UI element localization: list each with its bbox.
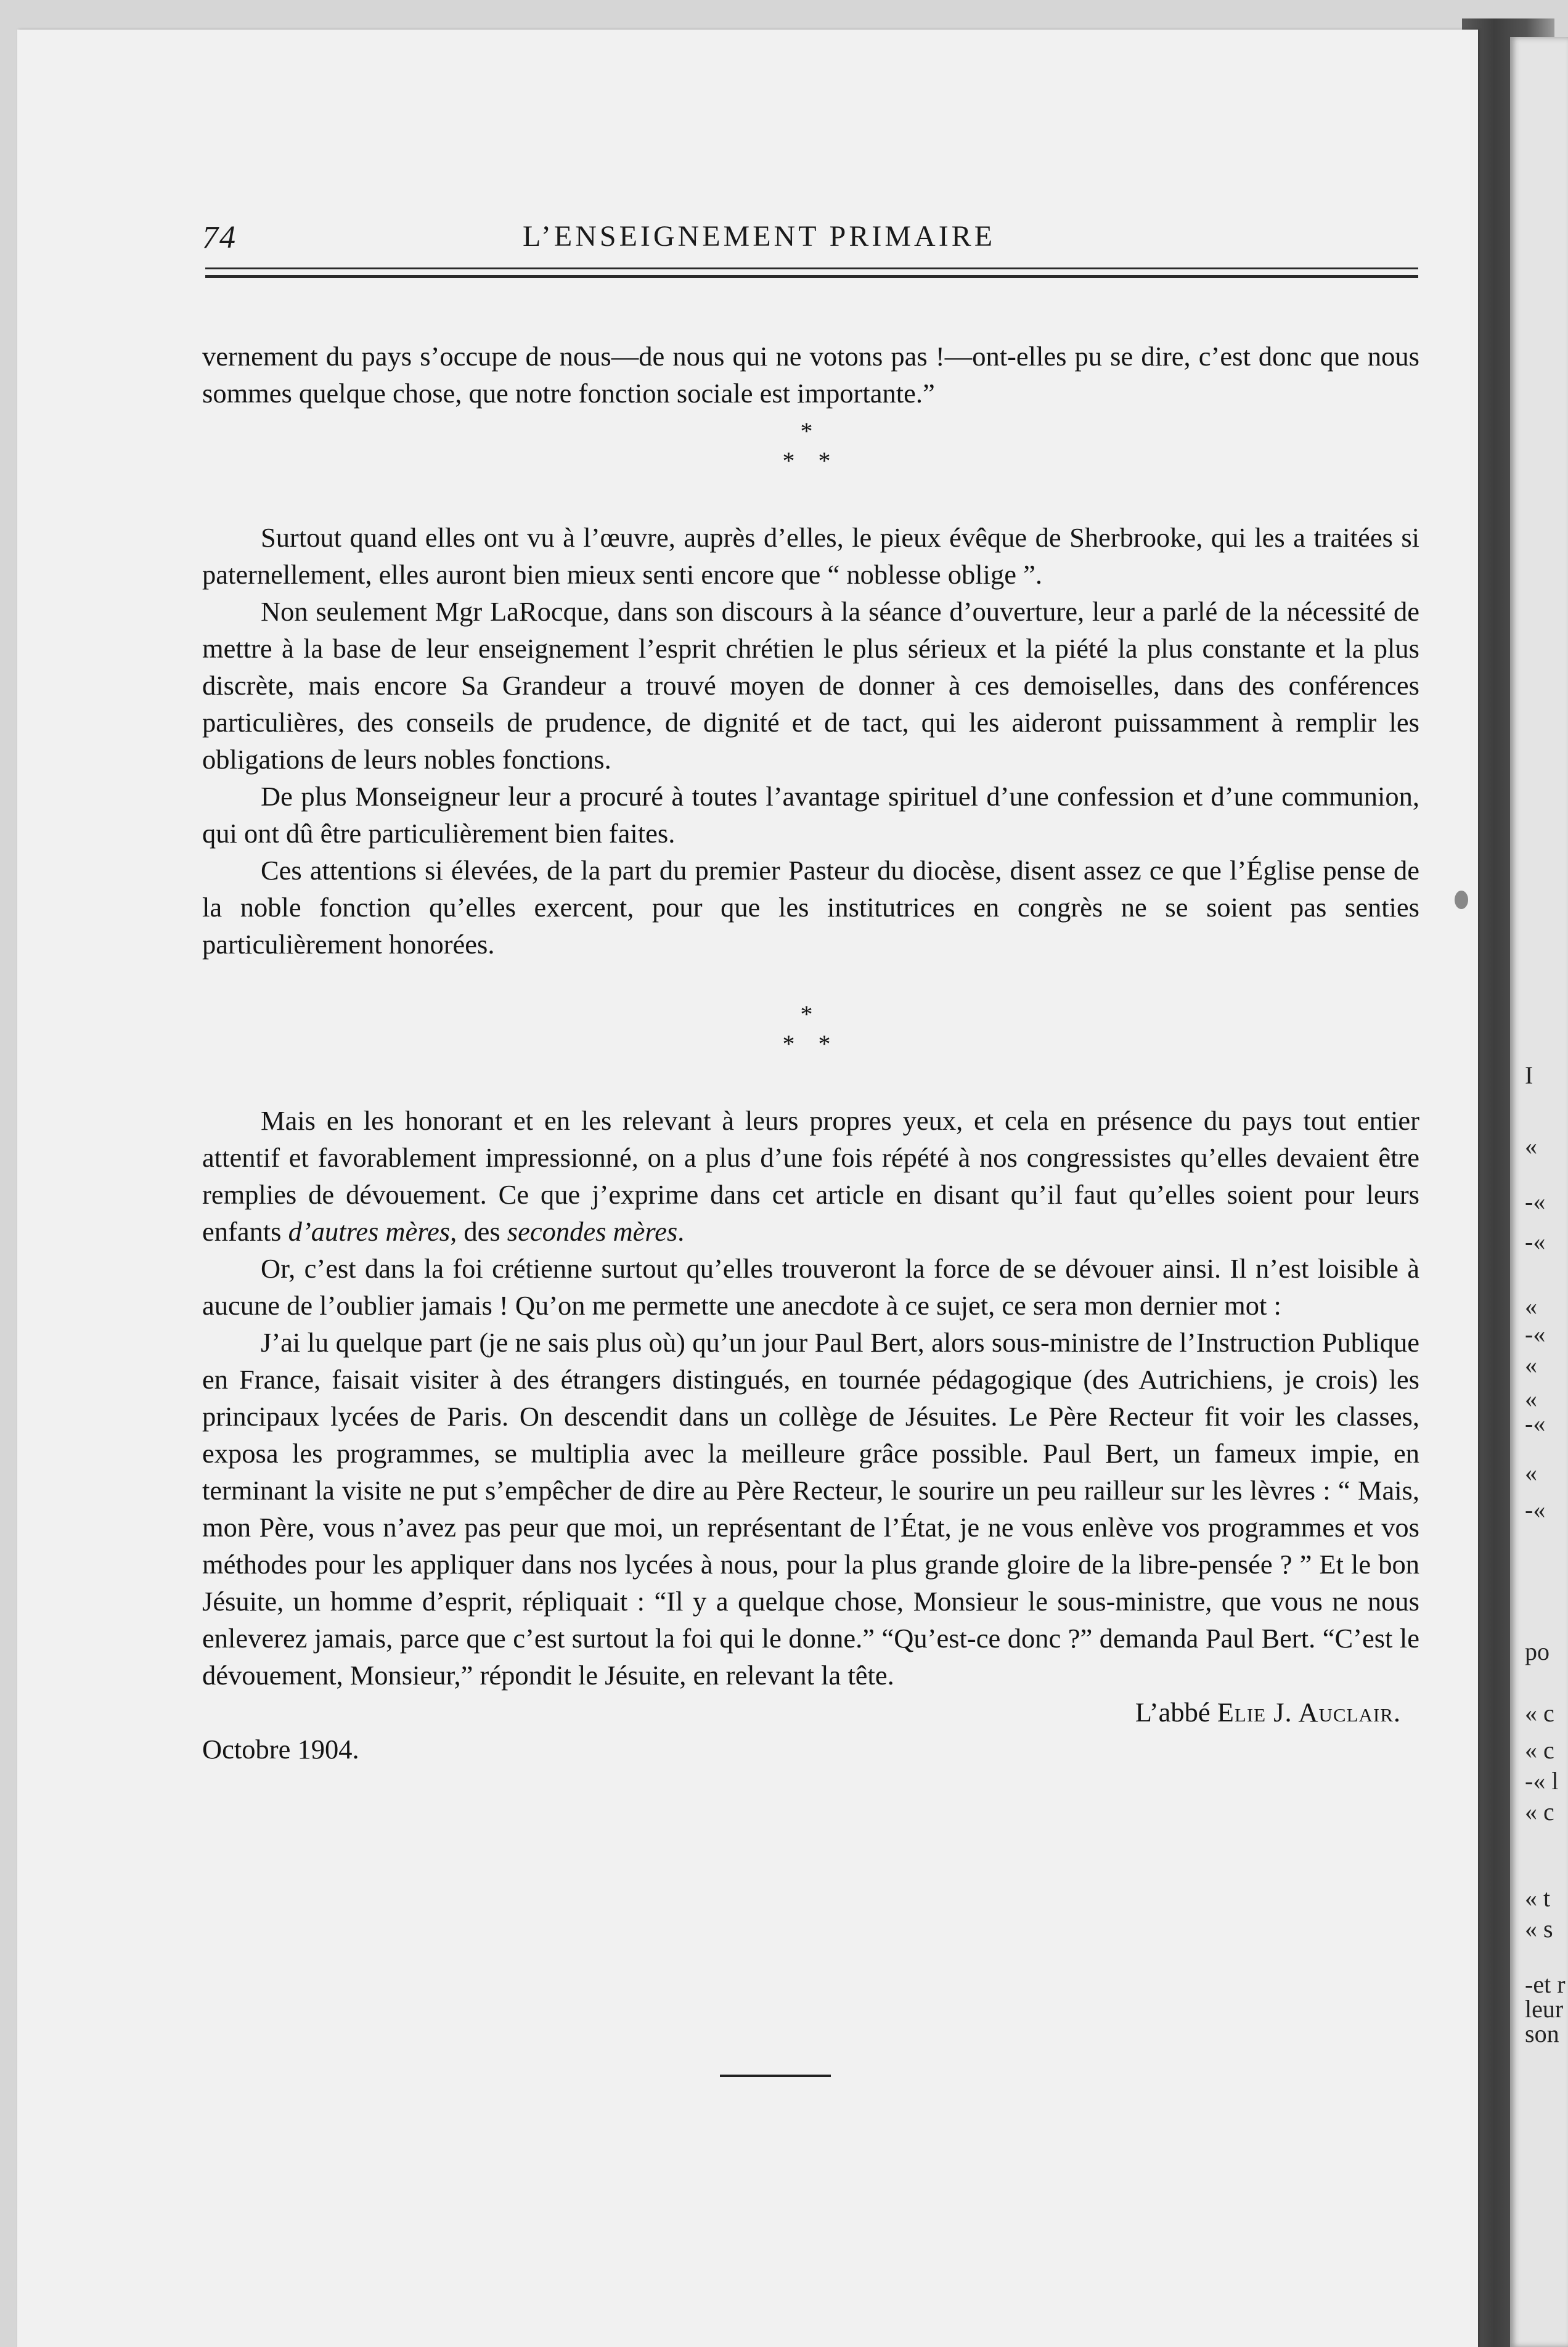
adjacent-page-text-fragment: « bbox=[1525, 1385, 1537, 1413]
journal-title: L’ENSEIGNEMENT PRIMAIRE bbox=[523, 220, 996, 253]
text-run: Mais en les honorant et en les relevant à leurs propres yeux, et cela en présence du pays tout entier attentif et favorablement impressionné, on a plus d’une fois répété à nos congressistes qu’elles devaient être remplies de dévouement. Ce que j’exprime dans cet article en disant qu’il faut qu’elles soient pour leurs enfants bbox=[202, 1105, 1419, 1247]
paragraph bbox=[202, 1102, 1419, 1250]
adjacent-page-text-fragment: « c bbox=[1525, 1699, 1554, 1727]
section-break-stars-bottom: * * bbox=[782, 1030, 839, 1058]
article-body bbox=[202, 338, 1419, 1768]
adjacent-page-text-fragment: -et r bbox=[1525, 1970, 1566, 1998]
adjacent-page-text-fragment: -« bbox=[1525, 1320, 1546, 1348]
adjacent-page-text-fragment: « c bbox=[1525, 1798, 1554, 1826]
adjacent-page-edge bbox=[1510, 37, 1568, 2347]
adjacent-page-text-fragment: po bbox=[1525, 1638, 1550, 1665]
closing-rule bbox=[720, 2075, 831, 2077]
running-header bbox=[17, 189, 1478, 255]
author-signature bbox=[202, 1694, 1419, 1731]
paragraph: Surtout quand elles ont vu à l’œuvre, auprès d’elles, le pieux évêque de Sherbrooke, qui les a traitées si paternellement, elles auront bien mieux senti encore que “ noblesse oblige ”. bbox=[202, 522, 1419, 590]
paragraph: J’ai lu quelque part (je ne sais plus où) qu’un jour Paul Bert, alors sous-ministre de l’Instruction Publique en France, faisait visiter à des étrangers distingués, en tournée pédagogique (des Autrichiens, je crois) les principaux lycées de Paris. On descendit dans un collège de Jésuites. Le Père Recteur fit voir les classes, exposa les programmes, se multiplia avec la meilleure grâce possible. Paul Bert, un fameux impie, en terminant la visite ne put s’empêcher de dire au Père Recteur, le sourire un peu railleur sur les lèvres : “ Mais, mon Père, vous n’avez pas peur que moi, un représentant de l’État, je ne vous enlève vos programmes et vos méthodes pour les appliquer dans nos lycées à nous, pour la plus grande gloire de la libre-pensée ? ” Et le bon Jésuite, un homme d’esprit, répliquait : “Il y a quelque chose, Monsieur le sous-ministre, que vous ne nous enleverez jamais, parce que c’est surtout la foi qui le donne.” “Qu’est-ce donc ?” demanda Paul Bert. “C’est le dévouement, Monsieur,” répondit le Jésuite, en relevant la tête. bbox=[202, 1327, 1419, 1691]
article-date: Octobre 1904. bbox=[202, 1734, 359, 1765]
scan-speck bbox=[1455, 891, 1468, 909]
scanned-page bbox=[17, 30, 1478, 2347]
paragraph: Non seulement Mgr LaRocque, dans son discours à la séance d’ouverture, leur a parlé de la nécessité de mettre à la base de leur enseignement l’esprit chrétien le plus sérieux et la piété la plus constante et la plus discrète, mais encore Sa Grandeur a trouvé moyen de donner à ces demoiselles, dans des conférences particulières, des conseils de prudence, de dignité et de tact, qui les aideront puissamment à remplir les obligations de leurs nobles fonctions. bbox=[202, 596, 1419, 775]
adjacent-page-text-fragment: « bbox=[1525, 1351, 1537, 1379]
italic-phrase: d’autres mères bbox=[288, 1216, 451, 1247]
paragraph: Ces attentions si élevées, de la part du premier Pasteur du diocèse, disent assez ce que l’Église pense de la noble fonction qu’elles exercent, pour que les institutrices en congrès ne se soient pas senties particulièrement honorées. bbox=[202, 855, 1419, 960]
adjacent-page-text-fragment: « bbox=[1525, 1132, 1537, 1160]
adjacent-page-text-fragment: son bbox=[1525, 2020, 1559, 2047]
signature-prefix: L’abbé bbox=[1135, 1697, 1217, 1728]
header-rule-thick bbox=[205, 275, 1418, 278]
section-break-stars-bottom: * * bbox=[782, 447, 839, 475]
adjacent-page-text-fragment: « bbox=[1525, 1292, 1537, 1320]
paragraph: Or, c’est dans la foi crétienne surtout qu’elles trouveront la force de se dévouer ainsi. Il n’est loisible à aucune de l’oublier jamais ! Qu’on me permette une anecdote à ce sujet, ce sera mon dernier mot : bbox=[202, 1253, 1419, 1321]
adjacent-page-text-fragment: « c bbox=[1525, 1736, 1554, 1764]
adjacent-page-text-fragment: I bbox=[1525, 1061, 1533, 1089]
paragraph-continuation: vernement du pays s’occupe de nous—de nous qui ne votons pas !—ont-elles pu se dire, c’est donc que nous sommes quelque chose, que notre fonction sociale est importante.” bbox=[202, 341, 1419, 409]
adjacent-page-text-fragment: -« bbox=[1525, 1410, 1546, 1437]
paragraph: De plus Monseigneur leur a procuré à toutes l’avantage spirituel d’une confession et d’une communion, qui ont dû être particulièrement bien faites. bbox=[202, 781, 1419, 849]
section-break-star-top: * bbox=[800, 1000, 822, 1028]
adjacent-page-text-fragment: -« l bbox=[1525, 1767, 1559, 1795]
section-break-star-top: * bbox=[800, 417, 822, 445]
text-run: , des bbox=[450, 1216, 507, 1247]
adjacent-page-text-fragment: -« bbox=[1525, 1188, 1546, 1215]
adjacent-page-text-fragment: « t bbox=[1525, 1884, 1551, 1912]
adjacent-page-text-fragment: « bbox=[1525, 1459, 1537, 1487]
author-name: Elie J. Auclair. bbox=[1217, 1697, 1401, 1728]
adjacent-page-text-fragment: leur bbox=[1525, 1995, 1564, 2023]
adjacent-page-text-fragment: « s bbox=[1525, 1915, 1553, 1943]
text-run: . bbox=[677, 1216, 685, 1247]
page-number: 74 bbox=[202, 220, 237, 255]
adjacent-page-text-fragment: -« bbox=[1525, 1228, 1546, 1255]
header-rule-thin bbox=[205, 267, 1418, 269]
adjacent-page-text-fragment: -« bbox=[1525, 1496, 1546, 1524]
italic-phrase: secondes mères bbox=[507, 1216, 678, 1247]
